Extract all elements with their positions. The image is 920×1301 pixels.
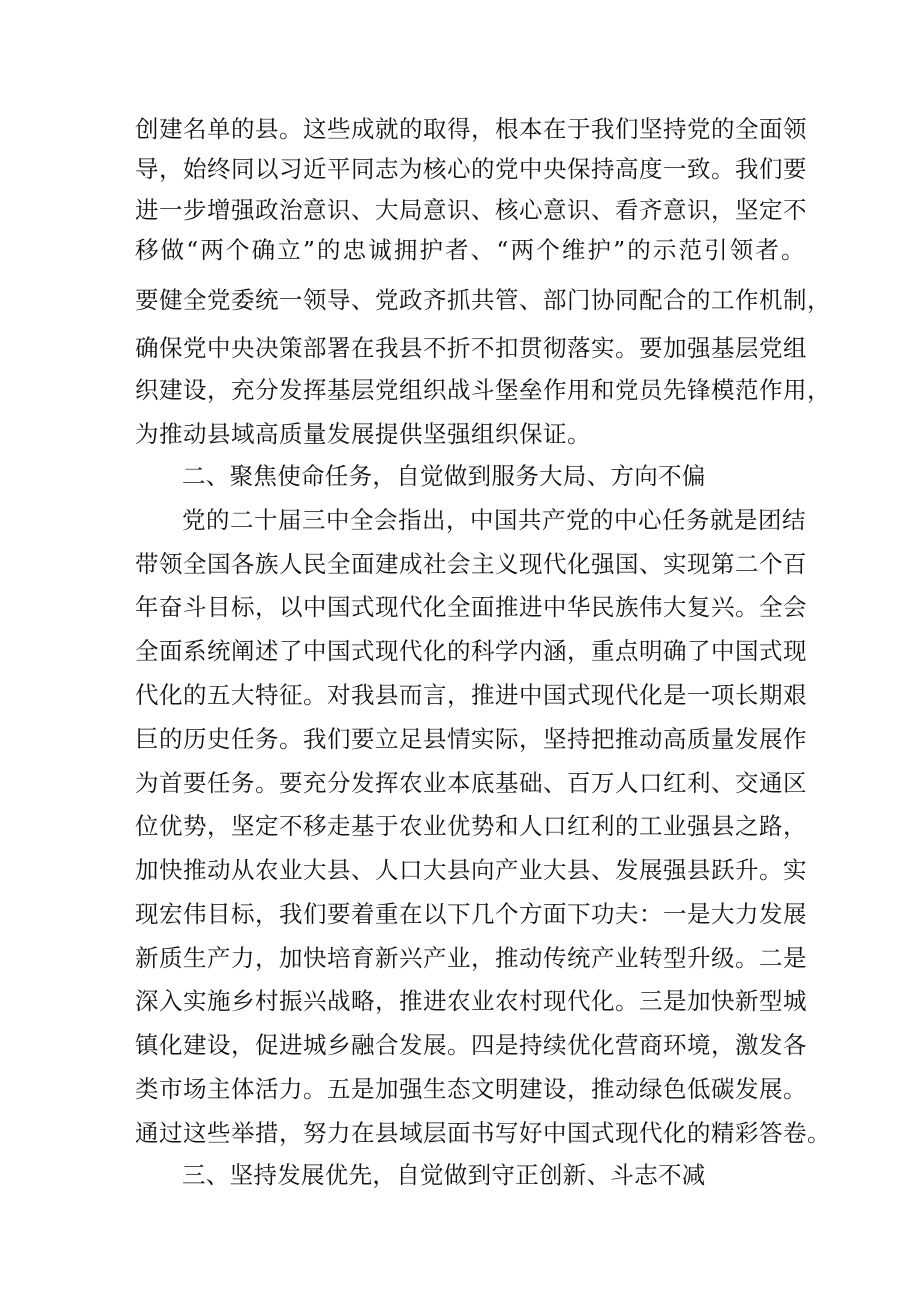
text-line: 巨的历史任务。我们要立足县情实际，坚持把推动高质量发展作 <box>135 725 807 753</box>
section-heading-3: 三、坚持发展优先，自觉做到守正创新、斗志不减 <box>182 1161 706 1189</box>
text-line: 位优势，坚定不移走基于农业优势和人口红利的工业强县之路， <box>135 812 807 840</box>
text-line: 新质生产力，加快培育新兴产业，推动传统产业转型升级。二是 <box>135 944 807 972</box>
text-line: 为首要任务。要充分发挥农业本底基础、百万人口红利、交通区 <box>135 769 807 797</box>
text-line: 镇化建设，促进城乡融合发展。四是持续优化营商环境，激发各 <box>135 1031 807 1059</box>
text-line: 导，始终同以习近平同志为核心的党中央保持高度一致。我们要 <box>135 155 807 183</box>
text-line: 移做“两个确立”的忠诚拥护者、“两个维护”的示范引领者。 <box>135 236 805 264</box>
text-line: 进一步增强政治意识、大局意识、核心意识、看齐意识，坚定不 <box>135 196 807 224</box>
text-line: 通过这些举措，努力在县域层面书写好中国式现代化的精彩答卷。 <box>135 1119 831 1147</box>
text-line: 创建名单的县。这些成就的取得，根本在于我们坚持党的全面领 <box>135 115 807 143</box>
text-line: 现宏伟目标，我们要着重在以下几个方面下功夫：一是大力发展 <box>135 900 807 928</box>
text-line: 织建设，充分发挥基层党组织战斗堡垒作用和党员先锋模范作用， <box>135 376 831 404</box>
section-heading-2: 二、聚焦使命任务，自觉做到服务大局、方向不偏 <box>182 462 706 490</box>
text-line: 类市场主体活力。五是加强生态文明建设，推动绿色低碳发展。 <box>135 1075 807 1103</box>
text-line: 为推动县域高质量发展提供坚强组织保证。 <box>135 420 591 448</box>
text-line: 深入实施乡村振兴战略，推进农业农村现代化。三是加快新型城 <box>135 987 807 1015</box>
text-line: 党的二十届三中全会指出，中国共产党的中心任务就是团结 <box>182 506 806 534</box>
text-line: 加快推动从农业大县、人口大县向产业大县、发展强县跃升。实 <box>135 856 807 884</box>
text-line: 年奋斗目标，以中国式现代化全面推进中华民族伟大复兴。全会 <box>135 593 807 621</box>
text-line: 全面系统阐述了中国式现代化的科学内涵，重点明确了中国式现 <box>135 637 807 665</box>
text-line: 代化的五大特征。对我县而言，推进中国式现代化是一项长期艰 <box>135 681 807 709</box>
text-line: 带领全国各族人民全面建成社会主义现代化强国、实现第二个百 <box>135 550 807 578</box>
text-line: 要健全党委统一领导、党政齐抓共管、部门协同配合的工作机制， <box>135 286 831 314</box>
text-line: 确保党中央决策部署在我县不折不扣贯彻落实。要加强基层党组 <box>135 334 807 362</box>
